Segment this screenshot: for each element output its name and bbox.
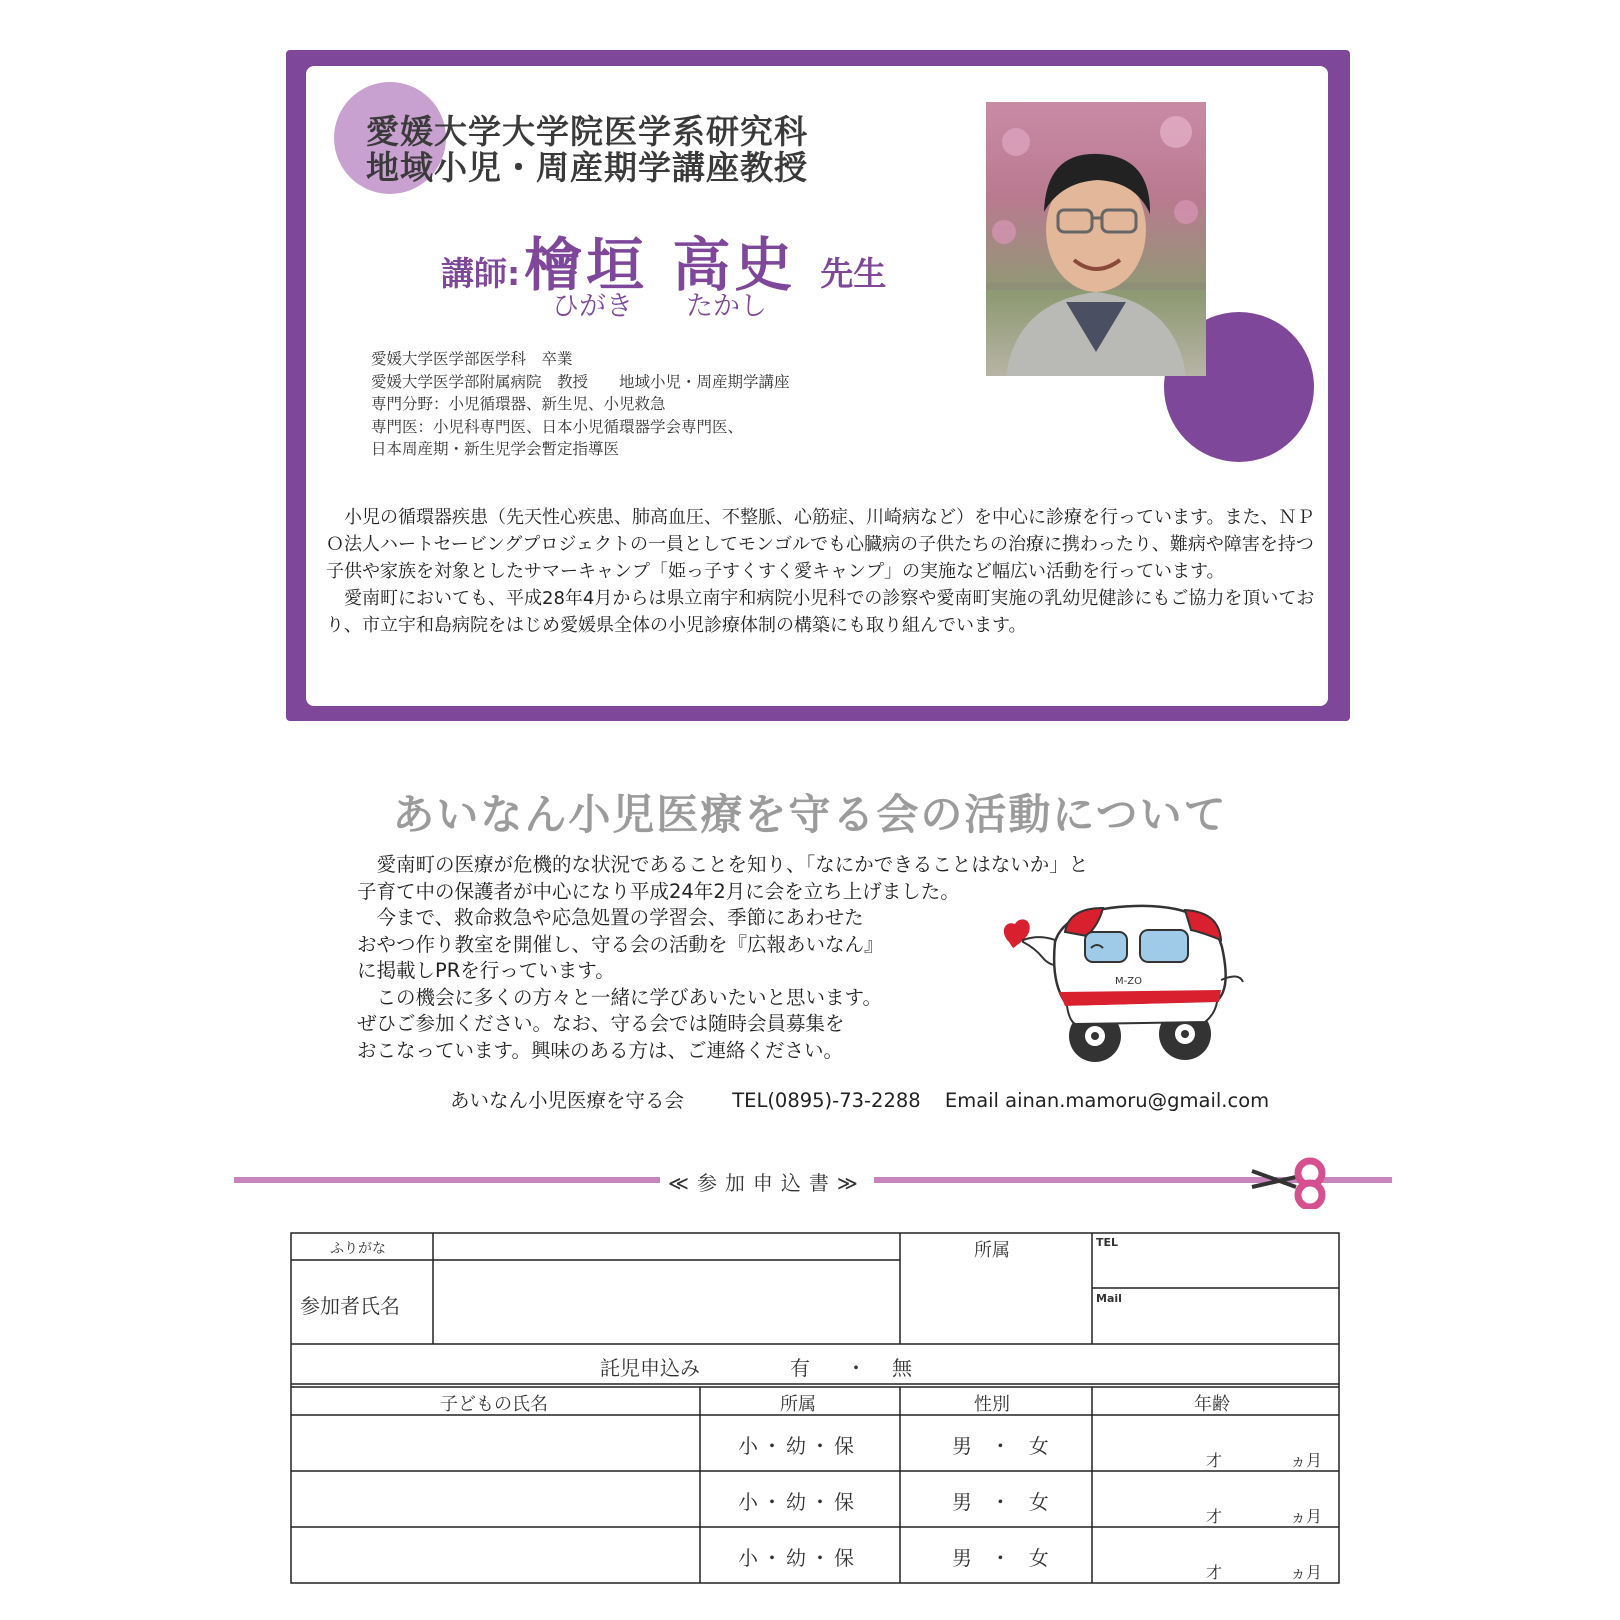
child-name-header: 子どもの氏名 bbox=[440, 1394, 548, 1415]
lecturer-reading-family: ひがき bbox=[552, 291, 633, 322]
childcare-yes-option[interactable]: 有 bbox=[790, 1356, 810, 1380]
child-gender-header: 性別 bbox=[974, 1394, 1010, 1415]
affiliation-field[interactable] bbox=[904, 1262, 1088, 1340]
credential-line: 愛媛大学医学部附属病院 教授 地域小児・周産期学講座 bbox=[371, 372, 790, 391]
lecturer-row bbox=[441, 218, 886, 302]
credential-line: 日本周産期・新生児学会暫定指導医 bbox=[371, 440, 620, 458]
child-gender-options[interactable]: 男 ・ 女 bbox=[952, 1490, 1055, 1514]
child-name-field[interactable] bbox=[294, 1474, 696, 1524]
tel-label: TEL bbox=[1096, 1236, 1119, 1249]
mascot-ambulance-icon bbox=[995, 902, 1265, 1072]
activity-line: 子育て中の保護者が中心になり平成24年2月に会を立ち上げました。 bbox=[357, 879, 960, 903]
participant-name-field[interactable] bbox=[440, 1264, 892, 1340]
activity-line: おやつ作り教室を開催し、守る会の活動を『広報あいなん』 bbox=[357, 932, 884, 956]
lecturer-honorific: 先生 bbox=[820, 254, 887, 293]
activity-line: この機会に多くの方々と一緒に学びあいたいと思います。 bbox=[357, 985, 882, 1009]
bio-paragraph: 小児の循環器疾患（先天性心疾患、肺高血圧、不整脈、心筋症、川崎病など）を中心に診療を行っています。また、ＮＰＯ法人ハートセービングプロジェクトの一員としてモンゴルでも心臓病の子供たちの治療に携わったり、難病や障害を持つ子供や家族を対象としたサマーキャンプ「姫っ子すくすく愛キャンプ」の実施など幅広い活動を行っています。 bbox=[326, 507, 1315, 582]
furigana-label: ふりがな bbox=[330, 1241, 386, 1257]
speaker-affiliation-line2: 地域小児・周産期学講座教授 bbox=[366, 148, 808, 187]
speaker-bio bbox=[326, 504, 1316, 639]
child-affiliation-options[interactable]: 小・幼・保 bbox=[738, 1434, 858, 1458]
credential-line: 専門分野：小児循環器、新生児、小児救急 bbox=[371, 395, 666, 413]
activity-line: ぜひご参加ください。なお、守る会では随時会員募集を bbox=[357, 1012, 845, 1035]
form-heading: ≪参加申込書≫ bbox=[660, 1167, 874, 1196]
child-age-header: 年齢 bbox=[1194, 1394, 1230, 1415]
activity-line: に掲載しPRを行っています。 bbox=[357, 959, 615, 982]
child-affiliation-options[interactable]: 小・幼・保 bbox=[738, 1490, 858, 1514]
speaker-credentials bbox=[371, 348, 790, 461]
child-gender-options[interactable]: 男 ・ 女 bbox=[952, 1546, 1055, 1570]
participant-name-label: 参加者氏名 bbox=[300, 1294, 400, 1318]
lecturer-reading-given: たかし bbox=[686, 291, 767, 322]
child-affiliation-header: 所属 bbox=[780, 1394, 816, 1415]
activity-line: 今まで、救命救急や応急処置の学習会、季節にあわせた bbox=[357, 906, 864, 929]
affiliation-label: 所属 bbox=[974, 1240, 1010, 1261]
contact-line bbox=[450, 1085, 1269, 1113]
lecturer-label: 講師: bbox=[441, 254, 521, 293]
credential-line: 愛媛大学医学部医学科 卒業 bbox=[371, 350, 573, 368]
speaker-photo bbox=[986, 102, 1206, 376]
age-years-unit: 才 bbox=[1206, 1563, 1223, 1582]
contact-org: あいなん小児医療を守る会 bbox=[450, 1089, 685, 1112]
lecturer-name: 檜垣 高史 bbox=[524, 231, 797, 299]
activity-title: あいなん小児医療を守る会の活動について bbox=[392, 790, 1228, 839]
credential-line: 専門医：小児科専門医、日本小児循環器学会専門医、 bbox=[371, 417, 744, 436]
mascot-plate: M-ZO bbox=[1115, 976, 1142, 987]
age-months-unit: ヵ月 bbox=[1290, 1507, 1323, 1526]
child-name-field[interactable] bbox=[294, 1418, 696, 1468]
application-form bbox=[290, 1232, 1340, 1585]
child-gender-options[interactable]: 男 ・ 女 bbox=[952, 1434, 1055, 1458]
mail-label: Mail bbox=[1096, 1292, 1122, 1305]
age-years-unit: 才 bbox=[1206, 1451, 1223, 1470]
mail-field[interactable] bbox=[1126, 1292, 1334, 1340]
activity-line: 愛南町の医療が危機的な状況であることを知り、「なにかできることはないか」と bbox=[357, 853, 1089, 876]
scissors-icon bbox=[1250, 1157, 1330, 1209]
speaker-portrait-icon bbox=[986, 102, 1206, 376]
child-affiliation-options[interactable]: 小・幼・保 bbox=[738, 1546, 858, 1570]
childcare-label: 託児申込み bbox=[600, 1356, 700, 1380]
age-years-unit: 才 bbox=[1206, 1507, 1223, 1526]
age-months-unit: ヵ月 bbox=[1290, 1451, 1323, 1470]
tel-field[interactable] bbox=[1120, 1236, 1334, 1284]
speaker-card-inner bbox=[306, 66, 1328, 706]
speaker-affiliation-line1: 愛媛大学大学院医学系研究科 bbox=[366, 112, 808, 151]
activity-line: おこなっています。興味のある方は、ご連絡ください。 bbox=[357, 1038, 843, 1062]
bio-paragraph: 愛南町においても、平成28年4月からは県立南宇和病院小児科での診察や愛南町実施の乳幼児健診にもご協力を頂いており、市立宇和島病院をはじめ愛媛県全体の小児診療体制の構築にも取り組んでいます。 bbox=[326, 588, 1315, 636]
contact-email[interactable]: Email ainan.mamoru@gmail.com bbox=[944, 1089, 1270, 1112]
childcare-separator: ・ bbox=[846, 1356, 866, 1380]
furigana-field[interactable] bbox=[440, 1236, 892, 1258]
childcare-no-option[interactable]: 無 bbox=[892, 1356, 912, 1380]
contact-tel: TEL(0895)-73-2288 bbox=[732, 1089, 921, 1112]
age-months-unit: ヵ月 bbox=[1290, 1563, 1323, 1582]
speaker-card bbox=[286, 50, 1350, 721]
child-name-field[interactable] bbox=[294, 1530, 696, 1580]
